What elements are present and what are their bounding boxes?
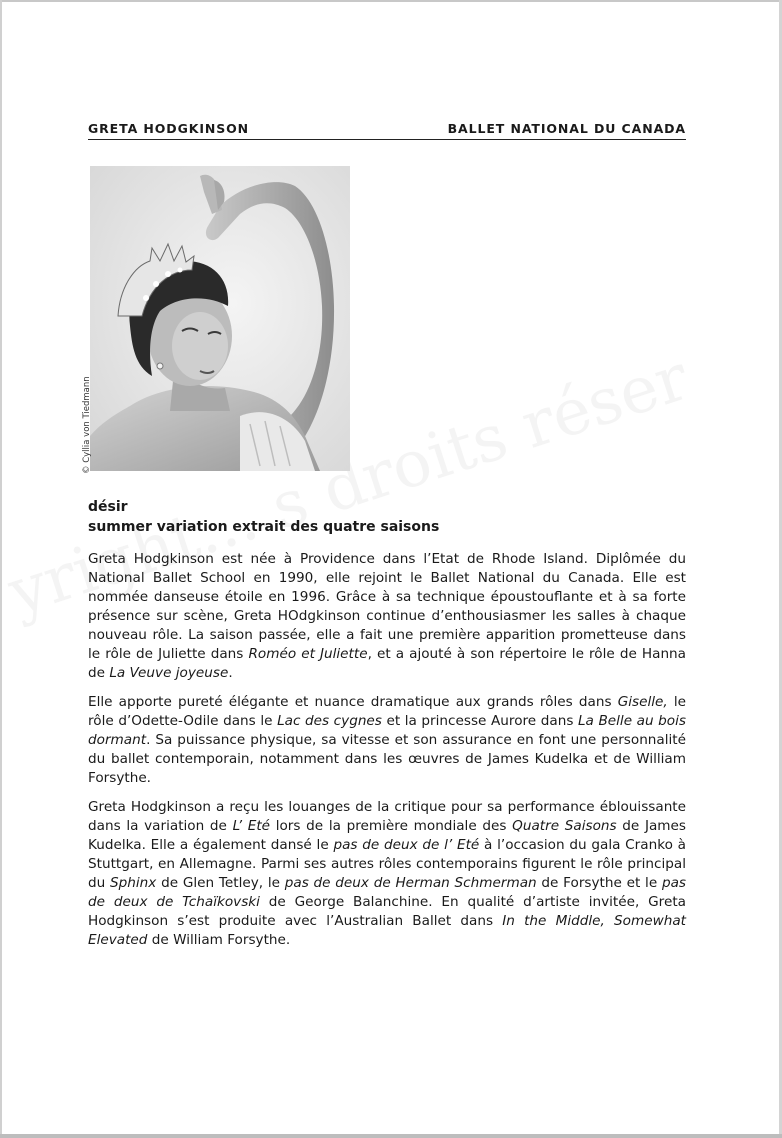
text-run: . Sa puissance physique, sa vitesse et son assurance en font une personnalité du ballet contemporain, notamment dans les œuvres de James Kudelka et de William Forsythe. <box>88 732 686 786</box>
biography-paragraph-1 <box>88 550 686 683</box>
text-run: et la princesse Aurore dans <box>381 713 578 729</box>
text-run: , et a ajouté à son répertoire le rôle de Hanna de <box>88 646 686 681</box>
work-title: La Veuve joyeuse <box>109 665 229 681</box>
biography-paragraph-3 <box>88 798 686 950</box>
scan-edge-top <box>0 0 782 2</box>
text-run: de Glen Tetley, le <box>156 875 285 891</box>
work-title: pas de deux de l’ Eté <box>333 837 480 853</box>
work-title: Roméo et Juliette <box>248 646 368 662</box>
text-run: Greta Hodgkinson a reçu les louanges de la critique pour sa performance éblouissante dans la variation de <box>88 799 686 834</box>
photo-credit: © Cyllia von Tiedmann <box>82 376 92 474</box>
text-run: . <box>228 665 233 681</box>
work-title: pas de deux de Tchaïkovski <box>88 875 687 910</box>
work-title: La Belle au bois dormant <box>88 713 686 748</box>
title-line-2: summer variation extrait des quatre saisons <box>88 519 440 535</box>
text-run: à l’occasion du gala Cranko à Stuttgart, en Allemagne. Parmi ses autres rôles contemporains figurent le rôle principal du <box>88 837 686 891</box>
text-run: le rôle d’Odette-Odile dans le <box>88 694 687 729</box>
page-header <box>88 121 686 140</box>
text-run: de William Forsythe. <box>147 932 291 948</box>
text-run: de Forsythe et le <box>536 875 662 891</box>
scan-edge-bottom <box>0 1134 782 1138</box>
work-title: Lac des cygnes <box>277 713 382 729</box>
dancer-photo-illustration <box>90 166 350 471</box>
text-run: lors de la première mondiale des <box>270 818 513 834</box>
work-title: Giselle, <box>617 694 668 710</box>
scan-edge-left <box>0 0 2 1138</box>
work-title: Sphinx <box>110 875 157 891</box>
work-title: Quatre Saisons <box>512 818 617 834</box>
header-company-name: BALLET NATIONAL DU CANADA <box>447 121 686 136</box>
title-line-1: désir <box>88 499 128 515</box>
work-title: In the Middle, Somewhat Elevated <box>88 913 686 948</box>
work-title: L’ Eté <box>232 818 271 834</box>
biography-paragraph-2 <box>88 693 686 788</box>
text-run: de James Kudelka. Elle a également dansé le <box>88 818 686 853</box>
biography <box>88 550 686 960</box>
work-title: pas de deux de Herman Schmerman <box>284 875 537 891</box>
dancer-photo <box>90 166 350 471</box>
header-dancer-name: GRETA HODGKINSON <box>88 121 250 136</box>
performance-title <box>88 497 688 537</box>
text-run: Greta Hodgkinson est née à Providence dans l’Etat de Rhode Island. Diplômée du National Ballet School en 1990, elle rejoint le Ballet National du Canada. Elle est nommée danseuse étoile en 1996. Grâce à sa technique époustouflante et à sa forte présence sur scène, Greta HOdgkinson continue d’enthousiasmer les salles à chaque nouveau rôle. La saison passée, elle a fait une première apparition prometteuse dans le rôle de Juliette dans <box>88 551 686 662</box>
text-run: Elle apporte pureté élégante et nuance dramatique aux grands rôles dans <box>88 694 618 710</box>
text-run: de George Balanchine. En qualité d’artiste invitée, Greta Hodgkinson s’est produite avec l’Australian Ballet dans <box>88 894 686 929</box>
